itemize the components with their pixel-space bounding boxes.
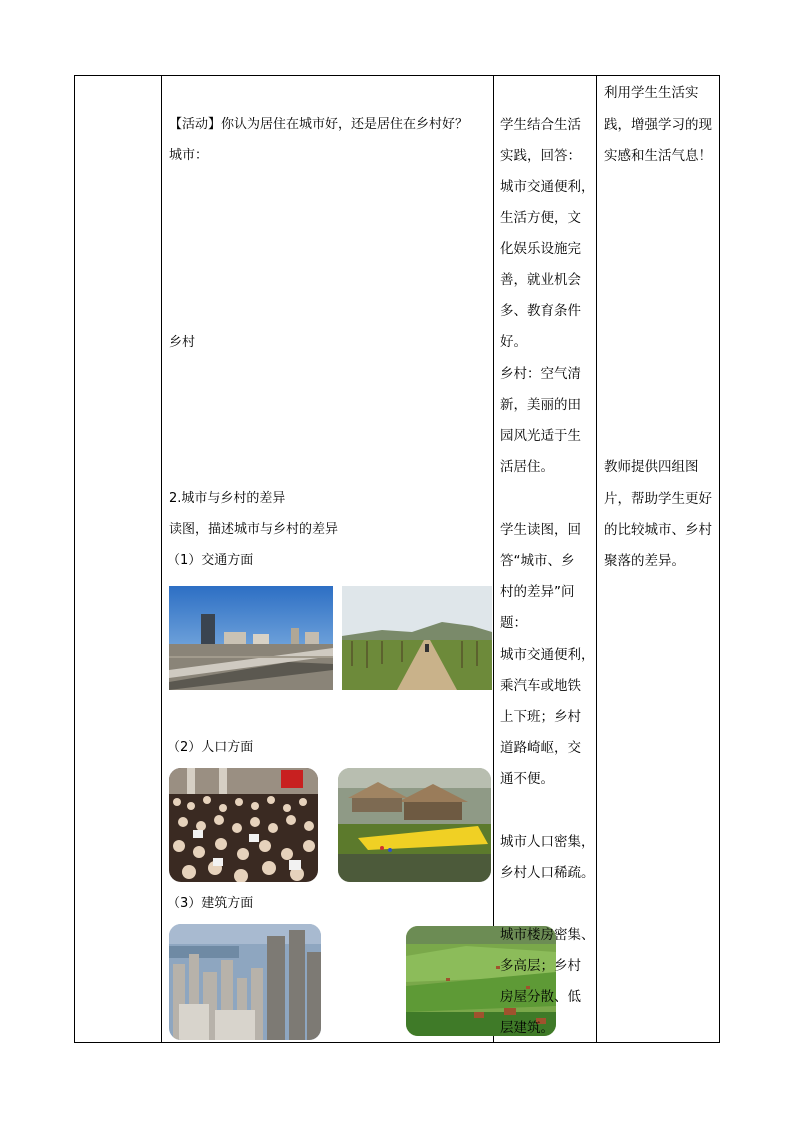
empty-cell <box>75 76 161 1042</box>
student-text-line: 答“城市、乡 <box>500 553 575 569</box>
intent-text-line: 教师提供四组图 <box>604 459 699 475</box>
intent-text-line: 的比较城市、乡村 <box>604 522 712 538</box>
student-text-line: 园风光适于生 <box>500 428 581 444</box>
village-sparse-photo <box>338 768 491 882</box>
village-road-photo <box>342 586 492 690</box>
intent-text-line: 实感和生活气息！ <box>604 148 712 164</box>
student-text-line: 城市交通便利， <box>500 179 595 195</box>
city-traffic-photo <box>169 586 333 690</box>
student-activity-cell <box>494 76 596 1042</box>
student-text-line: 通不便。 <box>500 771 554 787</box>
student-text-line: 上下班；乡村 <box>500 709 581 725</box>
student-text-line: 善，就业机会 <box>500 272 581 288</box>
population-subheading: （2）人口方面 <box>167 740 254 755</box>
student-text-line: 好。 <box>500 334 527 350</box>
student-text-line: 化娱乐设施完 <box>500 241 581 257</box>
student-text-line: 乡村：空气清 <box>500 366 581 382</box>
intent-text-line: 片，帮助学生更好 <box>604 491 712 507</box>
student-text-line: 新，美丽的田 <box>500 397 581 413</box>
building-subheading: （3）建筑方面 <box>167 896 254 911</box>
student-text-line: 乡村人口稀疏。 <box>500 865 595 881</box>
teaching-content-cell <box>162 76 493 1042</box>
section-description: 读图，描述城市与乡村的差异 <box>169 522 339 537</box>
student-text-line: 生活方便，文 <box>500 210 581 226</box>
activity-question: 【活动】你认为居住在城市好，还是居住在乡村好？ <box>169 117 469 132</box>
section-title: 2.城市与乡村的差异 <box>169 491 286 506</box>
student-text-line: 城市交通便利， <box>500 647 595 663</box>
student-text-line: 多、教育条件 <box>500 303 581 319</box>
student-text-line: 学生读图，回 <box>500 522 581 538</box>
city-crowd-photo <box>169 768 318 882</box>
intent-text-line: 利用学生生活实 <box>604 85 699 101</box>
student-text-line: 道路崎岖，交 <box>500 740 581 756</box>
city-buildings-photo <box>169 924 321 1040</box>
student-text-line: 多高层；乡村 <box>500 958 581 974</box>
student-text-line: 层建筑。 <box>500 1020 554 1036</box>
design-intent-cell <box>597 76 721 1042</box>
student-text-line: 学生结合生活 <box>500 117 581 133</box>
student-text-line: 城市人口密集， <box>500 834 595 850</box>
student-text-line: 房屋分散、低 <box>500 989 581 1005</box>
student-text-line: 活居住。 <box>500 459 554 475</box>
student-text-line: 实践，回答： <box>500 148 581 164</box>
student-text-line: 城市楼房密集、 <box>500 927 595 943</box>
student-text-line: 乘汽车或地铁 <box>500 678 581 694</box>
intent-text-line: 聚落的差异。 <box>604 553 685 569</box>
village-label: 乡村 <box>169 335 196 350</box>
traffic-subheading: （1）交通方面 <box>167 553 254 568</box>
city-label: 城市： <box>169 148 209 163</box>
student-text-line: 题： <box>500 615 527 631</box>
lesson-table <box>74 75 720 1043</box>
intent-text-line: 践，增强学习的现 <box>604 117 712 133</box>
student-text-line: 村的差异”问 <box>500 584 575 600</box>
